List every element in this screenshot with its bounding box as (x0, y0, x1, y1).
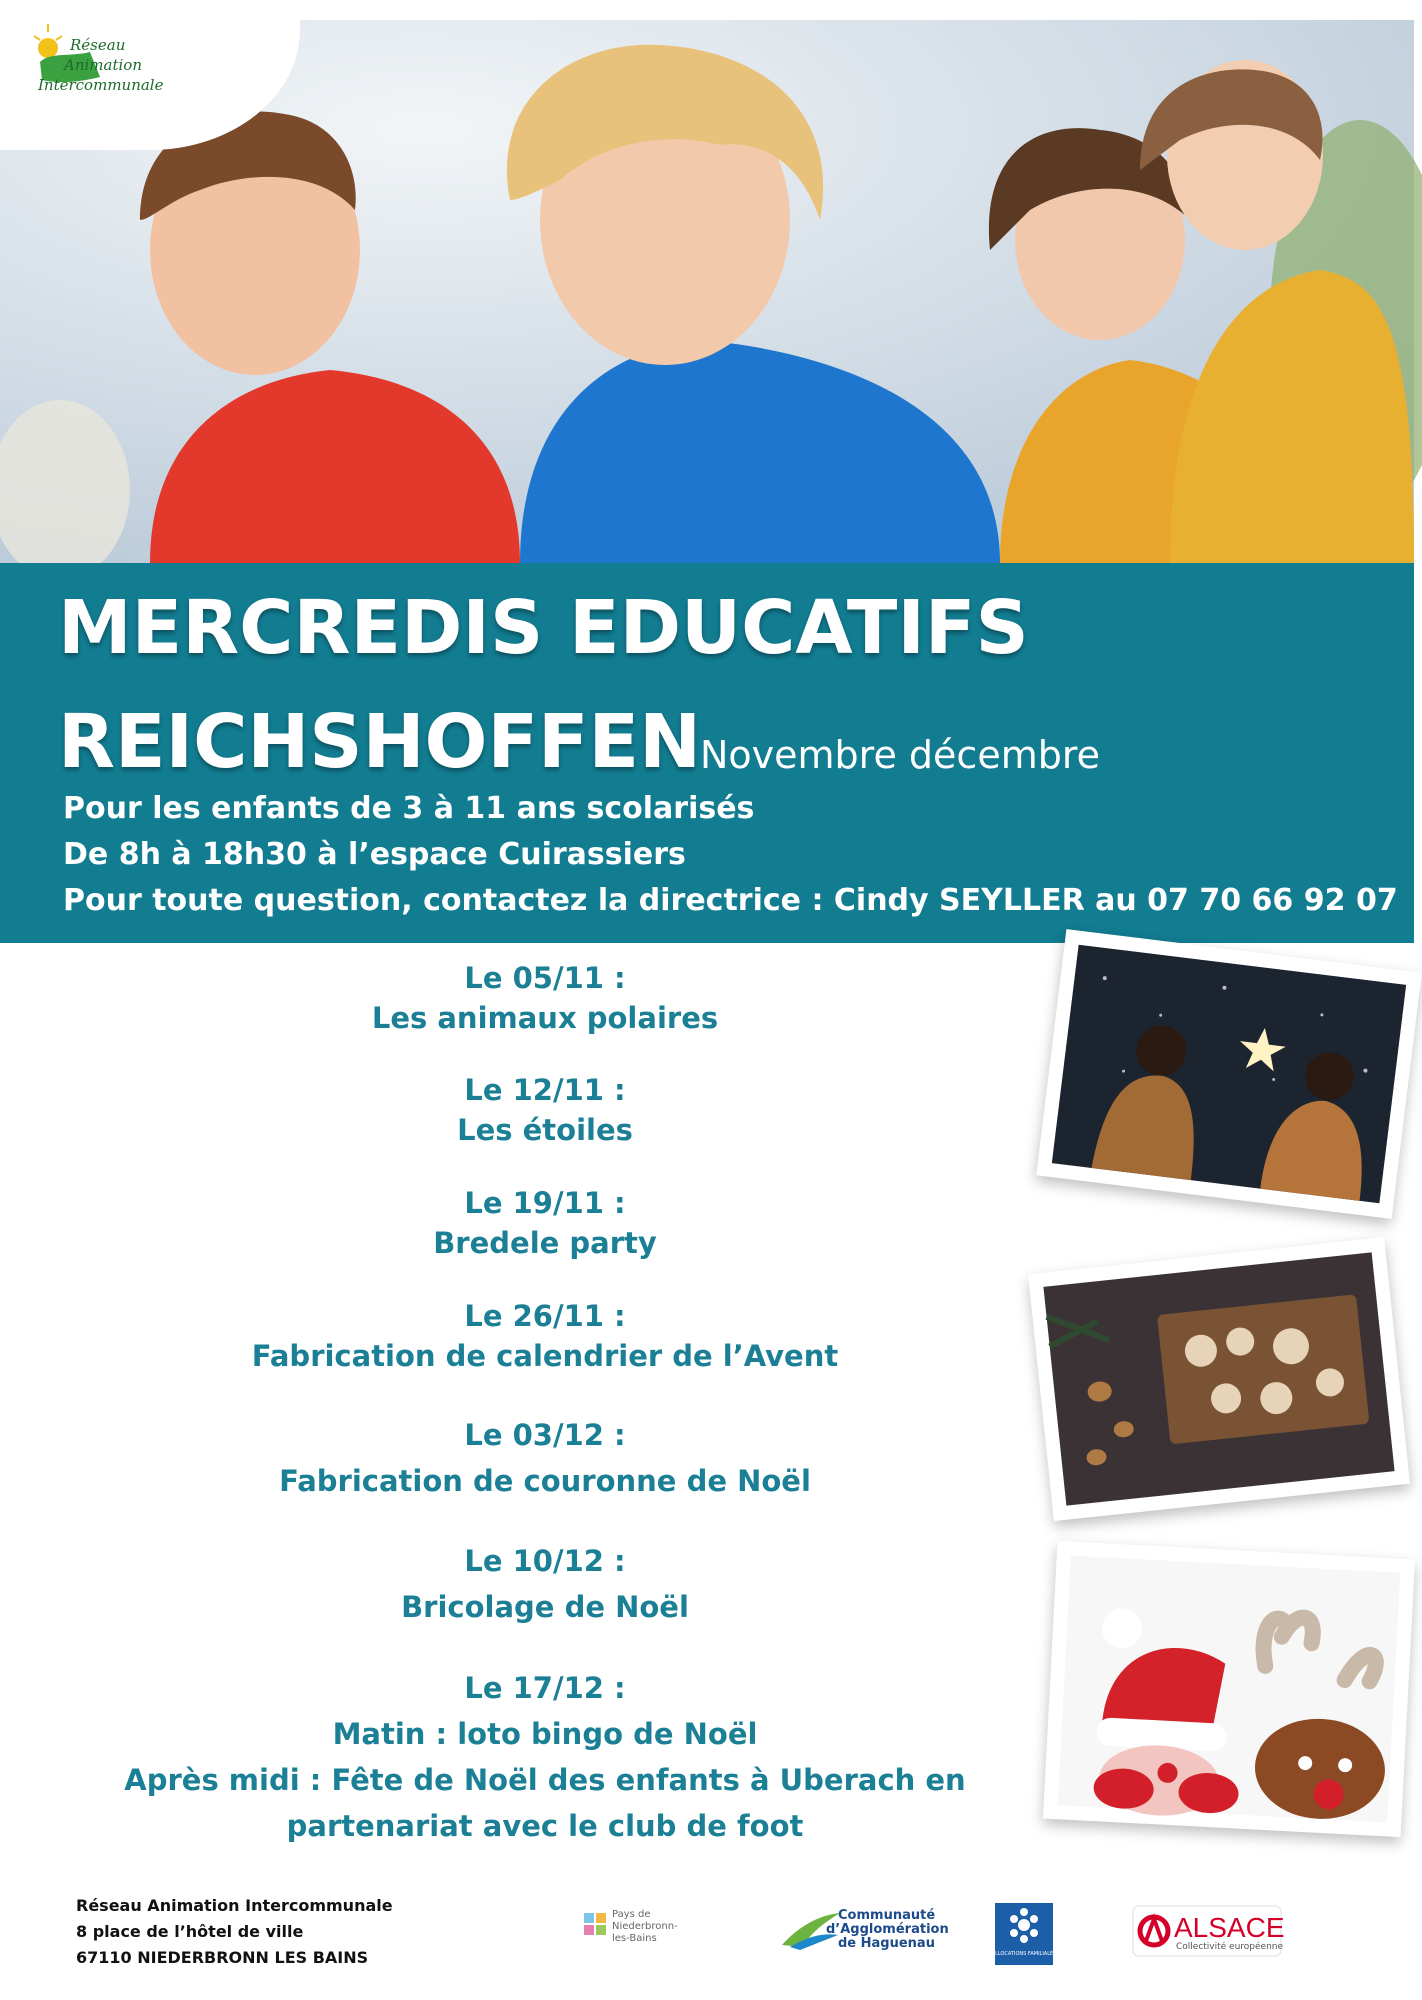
santa-reindeer-illustration (1058, 1556, 1401, 1823)
event-date: Le 19/11 : (464, 1186, 626, 1220)
photo-santa-reindeer-card (1043, 1541, 1415, 1837)
event-line: Matin : loto bingo de Noël (332, 1717, 758, 1751)
pays-text-line: Pays de (612, 1909, 651, 1920)
address-line: Réseau Animation Intercommunale (76, 1896, 393, 1915)
event-date: Le 10/12 : (464, 1544, 626, 1578)
event-item (120, 1183, 970, 1263)
event-title: Bredele party (433, 1226, 657, 1260)
event-item (120, 1541, 970, 1627)
event-title: Les animaux polaires (371, 1001, 719, 1035)
caf-text: ALLOCATIONS FAMILIALES (991, 1951, 1057, 1957)
photo-stars-card (1036, 929, 1422, 1219)
bredele-photo (1043, 1252, 1394, 1505)
event-date: Le 26/11 : (464, 1299, 626, 1333)
pays-text-line: les-Bains (612, 1933, 657, 1944)
caph-text-line: Communauté (838, 1908, 936, 1923)
address-line: 67110 NIEDERBRONN LES BAINS (76, 1948, 369, 1967)
event-line: partenariat avec le club de foot (286, 1809, 804, 1843)
pays-niederbronn-logo (582, 1905, 692, 1955)
logo-text-line2: Animation (64, 56, 142, 74)
event-title: Les étoiles (457, 1113, 633, 1147)
logo-text-line3: Intercommunale (38, 76, 164, 94)
event-item (120, 958, 970, 1038)
alsace-subtitle: Collectivité européenne (1176, 1942, 1284, 1952)
info-contact: Pour toute question, contactez la directrice : Cindy SEYLLER au 07 70 66 92 07 (63, 883, 1398, 918)
title-line-1: MERCREDIS EDUCATIFS (58, 585, 1029, 671)
alsace-logo (1132, 1905, 1285, 1957)
address-line: 8 place de l’hôtel de ville (76, 1922, 304, 1941)
event-item (120, 1070, 970, 1150)
info-age: Pour les enfants de 3 à 11 ans scolarisés (63, 791, 755, 826)
event-date: Le 12/11 : (464, 1073, 626, 1107)
alsace-title: ALSACE (1174, 1912, 1285, 1943)
event-title: Bricolage de Noël (401, 1590, 689, 1624)
reseau-animation-logo (30, 22, 190, 102)
photo-bredele-card (1028, 1237, 1410, 1521)
event-date: Le 17/12 : (464, 1671, 626, 1705)
info-hours-place: De 8h à 18h30 à l’espace Cuirassiers (63, 837, 686, 872)
title-line-2: REICHSHOFFEN (58, 699, 702, 785)
pays-text-line: Niederbronn- (612, 1921, 678, 1932)
logo-text-line1: Réseau (70, 36, 126, 54)
event-item (120, 1415, 970, 1501)
event-date: Le 03/12 : (464, 1418, 626, 1452)
children-star-photo (1052, 945, 1406, 1204)
period-subtitle: Novembre décembre (700, 733, 1101, 777)
event-title: Fabrication de calendrier de l’Avent (251, 1339, 839, 1373)
event-line: Après midi : Fête de Noël des enfants à Uberach en (124, 1763, 966, 1797)
title-banner (0, 563, 1414, 943)
event-title: Fabrication de couronne de Noël (279, 1464, 811, 1498)
caph-logo (780, 1905, 949, 1955)
event-item (120, 1296, 970, 1376)
event-date: Le 05/11 : (464, 961, 626, 995)
event-item (120, 1668, 970, 1846)
caph-text-line: d’Agglomération (826, 1922, 949, 1937)
footer-address (76, 1893, 393, 1971)
caf-logo (991, 1903, 1057, 1965)
caph-text-line: de Haguenau (838, 1936, 935, 1951)
